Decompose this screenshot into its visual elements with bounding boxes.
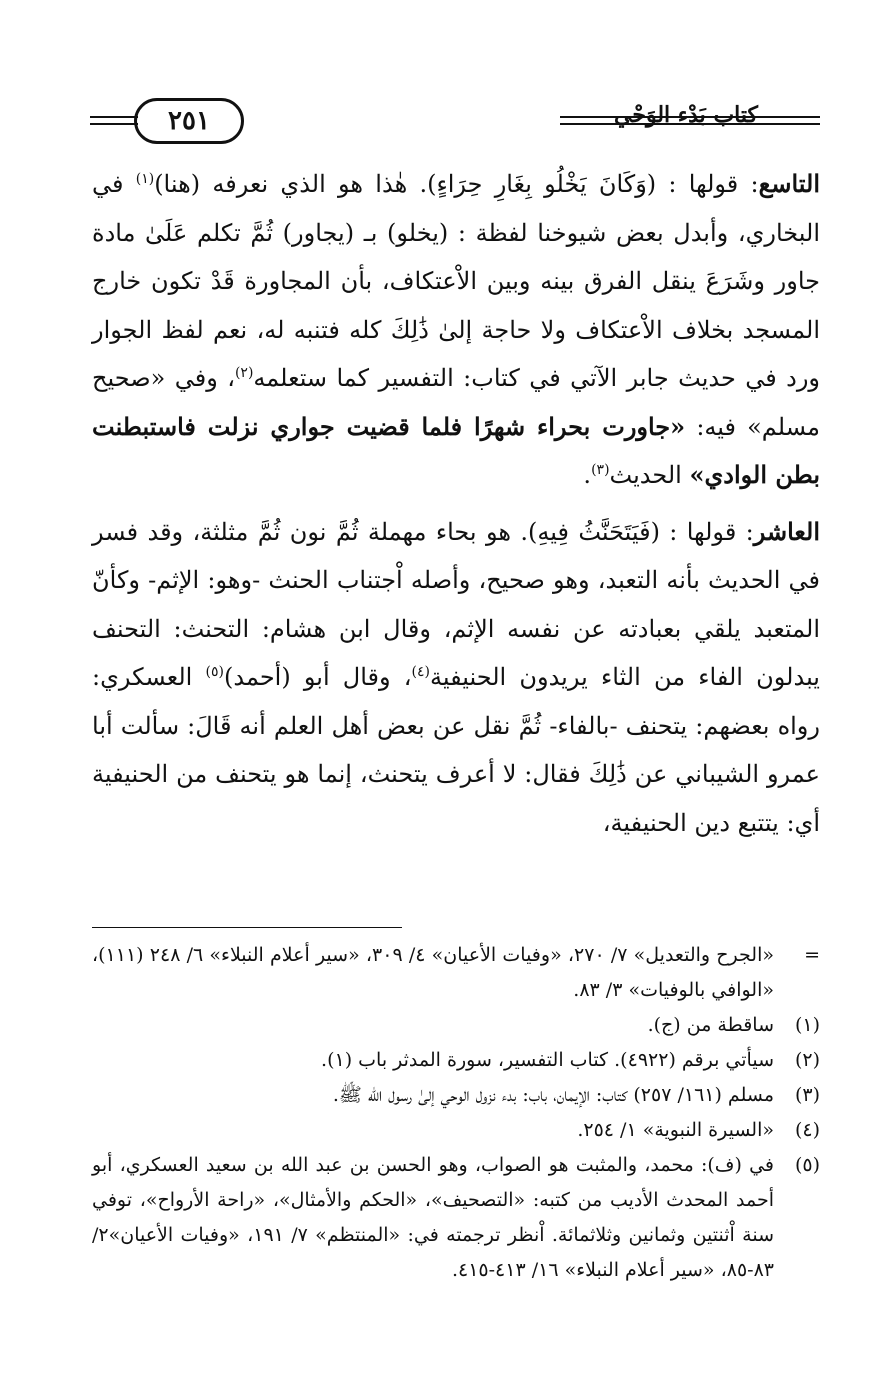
section-lead: التاسع xyxy=(758,169,821,198)
paragraph-text: : قولها : (وَكَانَ يَخْلُو بِغَارِ حِرَاءٍ). هٰذا هو الذي نعرفه (هنا) xyxy=(154,170,759,198)
footnote-ref: (١) xyxy=(135,171,155,187)
footnote-separator xyxy=(92,927,402,928)
footnote-mark: = xyxy=(804,944,820,966)
footnote-mark: (٢) xyxy=(794,1049,820,1071)
footnote-text: ساقطة من (ج). xyxy=(647,1014,774,1036)
footnote-text: في (ف): محمد، والمثبت هو الصواب، وهو الحسن بن عبد الله بن سعيد العسكري، أبو أحمد المحدث الأديب من كتبه: «التصحيف»، «الحكم والأمثال»، «راحة الأرواح»، توفي سنة اْثنتين وثمانين وثلاثمائة. اْنظر ترجمته في: «المنتظم» ٧/ ١٩١، «وفيات الأعيان»٢/ ٨٣-٨٥، «سير أعلام النبلاء» ١٦/ ٤١٣-٤١٥. xyxy=(92,1154,774,1281)
paragraph-text: : قولها : (فَيَتَحَنَّثُ فِيهِ). هو بحاء مهملة ثُمَّ نون ثُمَّ مثلثة، وقد فسر في الحديث بأنه التعبد، وهو صحيح، وأصله اْجتناب الحنث -وهو: الإثم- وكأنّ المتعبد يلقي بعبادته عن نفسه الإثم، وقال ابن هشام: التحنث: التحنف يبدلون الفاء من الثاء يريدون الحنيفية xyxy=(92,517,820,691)
footnote-item xyxy=(92,938,820,1008)
footnote-item xyxy=(92,1148,820,1288)
page-number: ٢٥١ xyxy=(134,98,244,144)
page-header xyxy=(90,92,820,152)
running-title: كتاب بَدْء الوَحْي xyxy=(614,102,758,128)
header-rule xyxy=(90,123,138,125)
paragraph-text: العسكري: رواه بعضهم: يتحنف -بالفاء- ثُمَّ نقل عن بعض أهل العلم أنه قَالَ: سألت أبا عمرو الشيباني عن ذَٰلِكَ فقال: لا أعرف يتحنث، إنما هو يتحنف من الحنيفية أي: يتتبع دين الحنيفية، xyxy=(92,663,820,837)
paragraph-text: ، وفي «صحيح مسلم» فيه: xyxy=(92,364,820,441)
footnote-ref: (٣) xyxy=(591,462,610,478)
hadith-quote: «جاورت بحراء شهرًا فلما قضيت جواري نزلت فاستبطنت بطن الوادي» xyxy=(92,411,820,489)
header-rule xyxy=(90,116,138,118)
section-lead: العاشر xyxy=(753,516,820,546)
footnote-ref: (٢) xyxy=(234,365,254,381)
paragraph-text: في البخاري، وأبدل بعض شيوخنا لفظة : (يخلو) بـ (يجاور) ثُمَّ تكلم عَلَىٰ مادة جاور وشَرَعَ ينقل الفرق بينه وبين الاْعتكاف، بأن المجاورة قَدْ تكون خارج المسجد بخلاف الاْعتكاف ولا حاجة إلىٰ ذَٰلِكَ كله فتنبه له، نعم لفظ الجوار ورد في حديث جابر الآتي في كتاب: التفسير كما ستعلمه xyxy=(92,170,820,392)
footnotes xyxy=(92,938,820,1288)
footnote-mark: (٣) xyxy=(794,1084,820,1106)
main-text xyxy=(92,160,820,847)
footnote-item xyxy=(92,1078,820,1113)
footnote-item xyxy=(92,1043,820,1078)
footnote-text: مسلم (١٦١/ ٢٥٧) كتاب: الإيمان، باب: بدء نزول الوحي إلىٰ رسول الله ﷺ. xyxy=(332,1084,774,1106)
paragraph-text: . xyxy=(583,461,592,489)
footnote-text: سيأتي برقم (٤٩٢٢). كتاب التفسير، سورة المدثر باب (١). xyxy=(321,1049,774,1071)
footnote-item xyxy=(92,1008,820,1043)
footnote-text: «السيرة النبوية» ١/ ٢٥٤. xyxy=(577,1119,774,1141)
paragraph-text: الحديث xyxy=(609,461,690,489)
footnote-mark: (٥) xyxy=(794,1154,820,1176)
paragraph-ninth xyxy=(92,160,820,500)
footnote-text: «الجرح والتعديل» ٧/ ٢٧٠، «وفيات الأعيان» ٤/ ٣٠٩، «سير أعلام النبلاء» ٦/ ٢٤٨ (١١١)، «الوافي بالوفيات» ٣/ ٨٣. xyxy=(92,944,774,1001)
footnote-ref: (٥) xyxy=(205,664,224,680)
footnote-item xyxy=(92,1113,820,1148)
paragraph-text: ، وقال أبو (أحمد) xyxy=(223,663,412,691)
footnote-mark: (٤) xyxy=(794,1119,820,1141)
footnote-mark: (١) xyxy=(794,1014,820,1036)
footnote-ref: (٤) xyxy=(411,664,430,680)
paragraph-tenth xyxy=(92,508,820,848)
